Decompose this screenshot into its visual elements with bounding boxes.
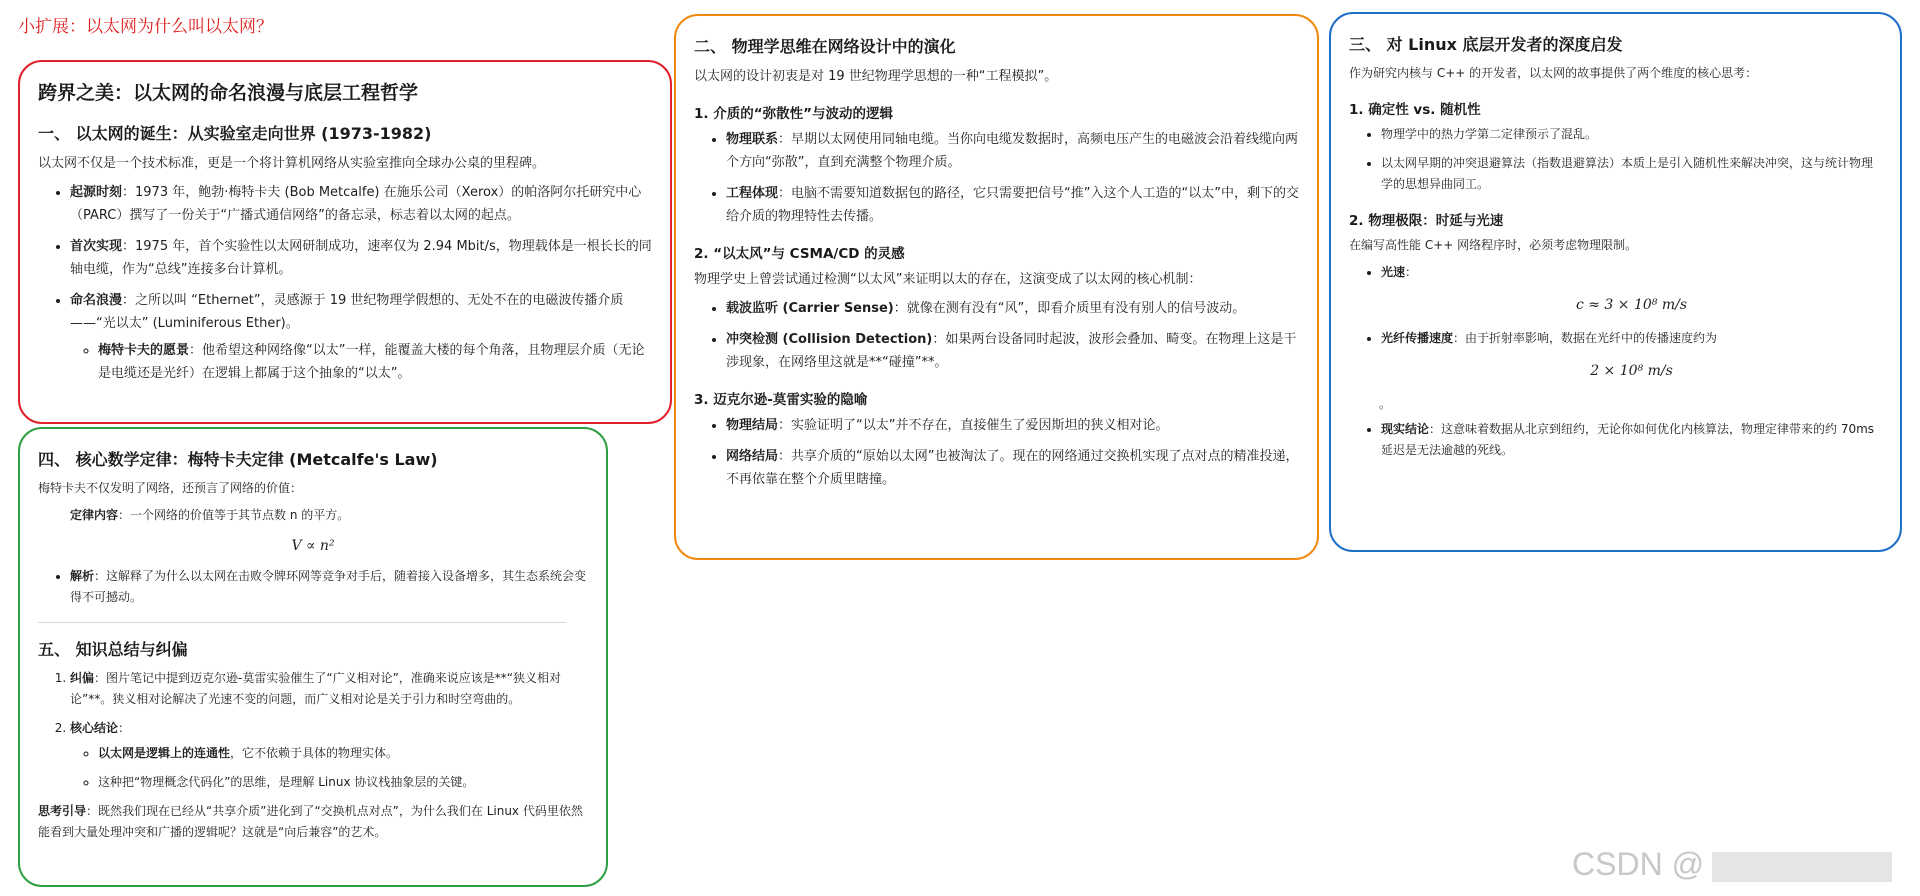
section-title: 四、 核心数学定律：梅特卡夫定律 (Metcalfe's Law)	[38, 450, 438, 469]
item-label: 现实结论	[1381, 422, 1430, 436]
bullet-list	[1349, 262, 1882, 382]
card-title: 跨界之美：以太网的命名浪漫与底层工程哲学	[38, 82, 419, 104]
card-title: 二、 物理学思维在网络设计中的演化	[694, 37, 956, 56]
list-item	[726, 182, 1299, 228]
card-title: 三、 对 Linux 底层开发者的深度启发	[1349, 35, 1623, 54]
subsection-intro: 物理学史上曾尝试通过检测“以太风”来证明以太的存在，这演变成了以太网的核心机制：	[694, 272, 1202, 287]
list-item	[726, 297, 1299, 320]
item-text: ：电脑不需要知道数据包的路径，它只需要把信号“推”入这个人工造的“以太”中，剩下的交给介质的物理特性去传播。	[726, 186, 1299, 224]
item-label: 梅特卡夫的愿景	[98, 343, 190, 358]
item-label: 物理联系	[726, 132, 779, 147]
item-text: ：图片笔记中提到迈克尔逊-莫雷实验催生了“广义相对论”，准确来说应该是**“狭义相对论”**。狭义相对论解决了光速不变的问题，而广义相对论是关于引力和时空弯曲的。	[70, 671, 561, 706]
sub-list	[70, 339, 652, 385]
page-title: 小扩展：以太网为什么叫以太网？	[18, 17, 273, 37]
bullet-list	[1349, 124, 1882, 195]
list-item	[1381, 328, 1882, 382]
section-intro: 以太网不仅是一个技术标准，更是一个将计算机网络从实验室推向全球办公桌的里程碑。	[38, 156, 546, 171]
section-intro: 以太网的设计初衷是对 19 世纪物理学思想的一种“工程模拟”。	[694, 69, 1058, 84]
bullet-list	[694, 414, 1299, 491]
item-text: ：1973 年，鲍勃·梅特卡夫 (Bob Metcalfe) 在施乐公司（Xerox）的帕洛阿尔托研究中心（PARC）撰写了一份关于“广播式通信网络”的备忘录，标志着以太网的起点。	[70, 185, 642, 223]
card-metcalfe-law	[18, 427, 608, 887]
item-text: ：他希望这种网络像“以太”一样，能覆盖大楼的每个角落，且物理层介质（无论是电缆还是光纤）在逻辑上都属于这个抽象的“以太”。	[98, 343, 645, 381]
subsection-intro: 在编写高性能 C++ 网络程序时，必须考虑物理限制。	[1349, 238, 1638, 252]
list-item	[70, 181, 652, 227]
numbered-list	[38, 668, 588, 793]
list-item	[70, 566, 588, 608]
section-title: 一、 以太网的诞生：从实验室走向世界 (1973-1982)	[38, 124, 432, 143]
section-title: 五、 知识总结与纠偏	[38, 640, 188, 659]
subsection-title: 3. 迈克尔逊-莫雷实验的隐喻	[694, 392, 868, 408]
subsection-title: 1. 介质的“弥散性”与波动的逻辑	[694, 106, 893, 122]
item-text: ：共享介质的“原始以太网”也被淘汰了。现在的网络通过交换机实现了点对点的精准投递，不再依靠在整个介质里瞎撞。	[726, 449, 1299, 487]
metcalfe-formula: V ∝ n²	[291, 538, 335, 554]
item-label: 纠偏	[70, 671, 95, 685]
blurred-username	[1712, 852, 1892, 882]
period-mark: 。	[1379, 397, 1392, 411]
sub-list	[70, 743, 588, 793]
list-item	[726, 414, 1299, 437]
item-label: 冲突检测 (Collision Detection)	[726, 332, 933, 347]
think-guide	[38, 801, 588, 843]
item-text: ：这意味着数据从北京到纽约，无论你如何优化内核算法，物理定律带来的约 70ms 延迟是无法逾越的死线。	[1381, 422, 1875, 457]
item-label: 首次实现	[70, 239, 123, 254]
card-linux-insights	[1329, 12, 1902, 552]
list-item	[1381, 124, 1882, 145]
item-label: 定律内容	[70, 508, 119, 522]
fiber-speed-formula: 2 × 10⁸ m/s	[1590, 363, 1673, 379]
item-label: 命名浪漫	[70, 293, 123, 308]
list-item	[70, 718, 588, 793]
bullet-list	[694, 128, 1299, 228]
card-physics-thinking	[674, 14, 1319, 560]
item-text: 这种把“物理概念代码化”的思维，是理解 Linux 协议栈抽象层的关键。	[98, 775, 475, 789]
item-text: 物理学中的热力学第二定律预示了混乱。	[1381, 127, 1598, 141]
item-label: 网络结局	[726, 449, 779, 464]
list-item	[1381, 262, 1882, 316]
item-text: ：之所以叫 “Ethernet”，灵感源于 19 世纪物理学假想的、无处不在的电磁波传播介质——“光以太” (Luminiferous Ether)。	[70, 293, 624, 331]
subsection-title: 2. 物理极限：时延与光速	[1349, 213, 1504, 229]
law-definition	[38, 505, 588, 526]
item-label: 物理结局	[726, 418, 779, 433]
item-label: 载波监听 (Carrier Sense)	[726, 301, 894, 316]
subsection-title: 1. 确定性 vs. 随机性	[1349, 102, 1481, 118]
list-item	[70, 668, 588, 710]
bullet-list	[38, 181, 652, 385]
list-item	[1381, 419, 1882, 461]
list-item	[70, 289, 652, 385]
item-label: 起源时刻	[70, 185, 123, 200]
item-label: 思考引导	[38, 804, 87, 818]
list-item	[98, 772, 588, 793]
item-text: ：既然我们现在已经从“共享介质”进化到了“交换机点对点”，为什么我们在 Linux 代码里依然能看到大量处理冲突和广播的逻辑呢？这就是“向后兼容”的艺术。	[38, 804, 583, 839]
item-label: 核心结论	[70, 721, 119, 735]
item-text: ：一个网络的价值等于其节点数 n 的平方。	[118, 508, 350, 522]
item-text: ：由于折射率影响，数据在光纤中的传播速度约为	[1453, 331, 1718, 345]
light-speed-formula: c ≈ 3 × 10⁸ m/s	[1575, 297, 1688, 313]
list-item	[726, 445, 1299, 491]
list-item	[98, 339, 652, 385]
item-text: ，它不依赖于具体的物理实体。	[230, 746, 399, 760]
csdn-watermark: CSDN @	[1572, 846, 1705, 882]
section-intro: 作为研究内核与 C++ 的开发者，以太网的故事提供了两个维度的核心思考：	[1349, 66, 1758, 80]
item-label: 光速	[1381, 265, 1406, 279]
subsection-title: 2. “以太风”与 CSMA/CD 的灵感	[694, 246, 905, 262]
list-item	[70, 235, 652, 281]
item-text: ：1975 年，首个实验性以太网研制成功，速率仅为 2.94 Mbit/s，物理载体是一根长长的同轴电缆，作为“总线”连接多台计算机。	[70, 239, 652, 277]
item-label: 以太网是逻辑上的连通性	[98, 746, 231, 760]
bullet-list	[1349, 419, 1882, 461]
item-text: ：实验证明了“以太”并不存在，直接催生了爱因斯坦的狭义相对论。	[778, 418, 1169, 433]
item-text: ：这解释了为什么以太网在击败令牌环网等竞争对手后，随着接入设备增多，其生态系统会变得不可撼动。	[70, 569, 587, 604]
item-text: ：就像在测有没有“风”，即看介质里有没有别人的信号波动。	[893, 301, 1246, 316]
divider	[38, 622, 566, 623]
section-intro: 梅特卡夫不仅发明了网络，还预言了网络的价值：	[38, 481, 303, 495]
bullet-list	[38, 566, 588, 608]
item-text: ：	[118, 721, 131, 735]
item-label: 工程体现	[726, 186, 779, 201]
list-item	[726, 328, 1299, 374]
item-text: 以太网早期的冲突退避算法（指数退避算法）本质上是引入随机性来解决冲突，这与统计物理学的思想异曲同工。	[1381, 156, 1874, 191]
bullet-list	[694, 297, 1299, 374]
item-text: ：早期以太网使用同轴电缆。当你向电缆发数据时，高频电压产生的电磁波会沿着线缆向两个方向“弥散”，直到充满整个物理介质。	[726, 132, 1299, 170]
list-item	[1381, 153, 1882, 195]
item-label: 解析	[70, 569, 95, 583]
list-item	[726, 128, 1299, 174]
item-text: ：	[1405, 265, 1418, 279]
item-label: 光纤传播速度	[1381, 331, 1454, 345]
item-text: ：如果两台设备同时起波，波形会叠加、畸变。在物理上这是干涉现象，在网络里这就是**“碰撞”**。	[726, 332, 1297, 370]
list-item	[98, 743, 588, 764]
card-ethernet-birth	[18, 60, 672, 424]
